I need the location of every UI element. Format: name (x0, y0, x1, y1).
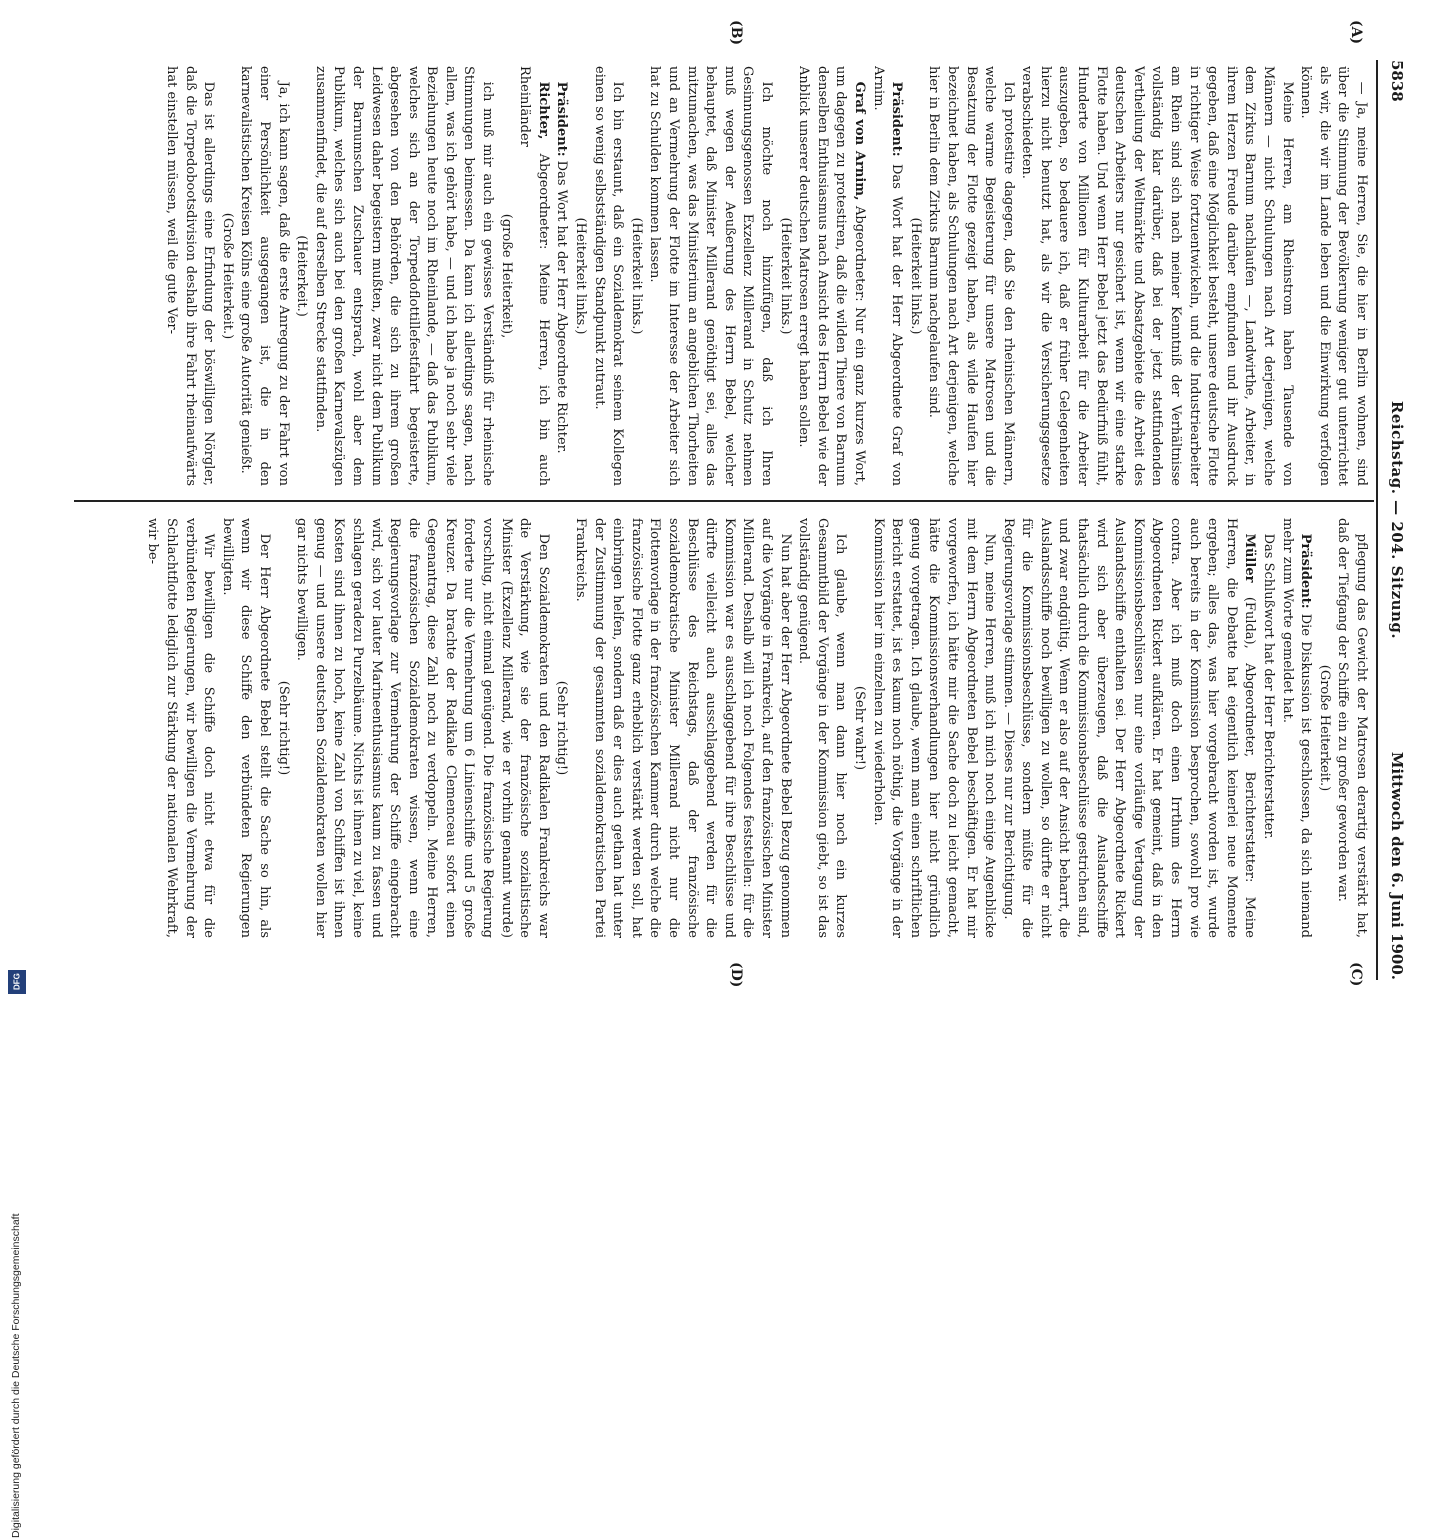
paragraph (998, 518, 1258, 938)
interjection: (Heiterkeit.) (294, 235, 310, 317)
paragraph: Den Sozialdemokraten und den Radikalen Frankreichs war die Verstärkung, wie sie der französische sozialistische Minister (Exzellenz Millerand, wie er vorhin genannt wurde) vorschlug, nicht einmal genügend. Die französische Regierung forderte nur die Vermehrung um 6 Linienschiffe und 5 große Kreuzer. Da brachte der Radikale Clemenceau sofort einen Gegenantrag, diese Zahl noch zu verdoppeln. Meine Herren, die französischen Sozialdemokraten wissen, wenn eine Regierungsvorlage zur Vermehrung der Schiffe eingebracht wird, sich vor lauter Marineenthusiasmus kaum zu fassen und schlagen geradezu Purzelbäume. Nichts ist ihnen zu viel, keine Kosten sind ihnen zu hoch, keine Zahl von Schiffen ist ihnen genug — und unsere deutschen Sozialdemokraten wollen hier gar nichts bewilligen. (294, 518, 551, 938)
page-number: 5838 (1388, 60, 1406, 102)
interjection: (Große Heiterkeit.) (219, 212, 235, 340)
interjection: (große Heiterkeit), (498, 213, 514, 339)
paragraph: Ich protestire dagegen, daß Sie den rheinischen Männern, welche warme Begeisterung für unsere Matrosen und die Besatzung der Flotte gezeigt haben, als wilde Haufen hier bezeichnet haben, als Schulungen nach Art derjenigen, welche hier in Berlin dem Zirkus Barnum nachgelaufen sind. (926, 66, 1016, 486)
paragraph: Das ist allerdings eine Erfindung der böswilligen Nörgler, daß die Torpedobootsdivision deshalb ihre Fahrt rheinaufwärts hat einstellen müssen, weil die gute Ver- (164, 66, 217, 486)
speech-text: Das Wort hat der Herr Abgeordnete Richter. (554, 156, 570, 454)
header-rule (1376, 60, 1378, 980)
margin-marker-b: (B) (728, 20, 744, 46)
paragraph: Ich bin erstaunt, daß ein Sozialdemokrat seinem Kollegen einen so wenig selbstständigen Standpunkt zutraut. (591, 66, 626, 486)
speaker-name: Präsident: (889, 81, 905, 157)
digitization-note (10, 430, 26, 1538)
paragraph: ich muß mir auch ein gewisses Verständniß für rheinische Stimmungen beimessen. Da kann ich allerdings sagen, nach allem, was ich gehört habe, — und ich habe ja noch sehr viele Beziehungen heute noch im Rheinlande, — daß das Publikum, welches sich an der Torpedoflottillefestfahrt begeisterte, abgesehen von den Behörden, die sich zu ihrem großen Leidwesen daher begeistern mußten, zwar nicht dem Publikum der Barnumschen Zuschauer entsprach, wohl aber dem Publikum, welches sich auch bei den großen Karnevalszügen zusammenfindet, die auf derselben Strecke stattfinden. (312, 66, 496, 486)
speech-text: (Fulda), Abgeordneter, Berichterstatter: Meine Herren, die Debatte hat eigentlich keinerlei neue Momente ergeben; alles das, was hier vorgebracht worden ist, wurde auch bereits in der Kommission besprochen, sowohl pro wie contra. Aber ich muß doch einen Irrthum des Herrn Abgeordneten Rickert aufklären. Er hat gemeint, daß in den Kommissionsbeschlüssen nur eine vorläufige Vertagung der Auslandsschiffe enthalten sei. Der Herr Abgeordnete Rickert wird sich aber überzeugen, daß die Auslandsschiffe thatsächlich durch die Kommissionsbeschlüsse gestrichen sind, und zwar endgültig. Wenn er also auf der Ansicht beharrt, die Auslandsschiffe noch bewilligen zu wollen, so dürfte er nicht für die Kommissionsbeschlüsse, sondern müßte für die Regierungsvorlage stimmen. — Dieses nur zur Berichtigung. (1000, 518, 1258, 938)
running-header (1380, 60, 1406, 980)
paragraph: pflegung das Gewicht der Matrosen derartig verstärkt hat, daß der Tiefgang der Schiffe ein zu großer geworden war. (1335, 518, 1369, 938)
paragraph (868, 66, 905, 486)
speaker-name: Graf von Arnim, (851, 81, 867, 201)
speaker-name: Präsident: (1298, 533, 1314, 609)
paragraph (515, 66, 552, 486)
dfg-logo: DFG (8, 970, 26, 994)
interjection: (Heiterkeit links.) (907, 217, 923, 335)
margin-marker-a: (A) (1348, 20, 1364, 45)
speech-text: Die Diskussion ist geschlossen, da sich niemand mehr zum Worte gemeldet hat. (1279, 518, 1314, 938)
paragraph (794, 66, 868, 486)
interjection: (Heiterkeit links.) (628, 217, 644, 335)
interjection: (Sehr wahr!) (851, 685, 867, 771)
right-text-column (80, 518, 1370, 938)
paragraph (1277, 518, 1314, 938)
interjection: (Heiterkeit links.) (777, 217, 793, 335)
paragraph: Nun hat aber der Herr Abgeordnete Bebel Bezug genommen auf die Vorgänge in Frankreich, auf den französischen Minister Millerand. Deshalb will ich noch Folgendes feststellen: für die Kommission war es ausschlaggebend für ihre Beschlüsse und dürfte vielleicht auch ausschlaggebend werden für die Beschlüsse des Reichstags, daß der französische sozialdemokratische Minister Millerand nicht nur die Flottenvorlage in der französischen Kammer durch welche die französische Flotte ganz erheblich verstärkt werden soll, hat einbringen helfen, sondern daß er dies auch gethan hat unter der Zustimmung der gesammten sozialdemokratischen Partei Frankreichs. (573, 518, 793, 938)
paragraph: Ich möchte noch hinzufügen, daß ich Ihren Gesinnungsgenossen Exzellenz Millerand in Schutz nehmen muß wegen der Aeußerung des Herrn Bebel, welcher behauptet, daß Minister Millerand genöthigt sei, alles das mitzumachen, was das Ministerium an angeblichen Thorheiten und an Vermehrung der Flotte im Interesse der Arbeiter sich hat zu Schulden kommen lassen. (647, 66, 774, 486)
speaker-name: Müller (1242, 533, 1258, 583)
margin-marker-d: (D) (728, 962, 744, 988)
paragraph: Wir bewilligen die Schiffe doch nicht etwa für die verbündeten Regierungen, wir bewilligen die Vermehrung der Schlachtflotte lediglich zur Stärkung der nationalen Wehrkraft, wir be- (145, 518, 217, 938)
running-title: Reichstag. — 204. Sitzung. (1388, 400, 1406, 640)
speaker-name: Präsident: (554, 81, 570, 157)
margin-marker-c: (C) (1348, 962, 1364, 987)
paragraph: Das Schlußwort hat der Herr Berichterstatter. (1261, 533, 1277, 840)
paragraph: Ja, ich kann sagen, daß die erste Anregung zu der Fahrt von einer Persönlichkeit ausgegangen ist, die in den karnevalistischen Kreisen Kölns eine große Autorität genießt. (238, 66, 291, 486)
interjection: (Sehr richtig!) (554, 680, 570, 776)
paragraph: Ich glaube, wenn man dann hier noch ein kurzes Gesammtbild der Vorgänge in der Kommission giebt, so ist das vollständig genügend. (796, 518, 849, 938)
interjection: (Große Heiterkeit.) (1316, 664, 1332, 792)
funding-credit: Digitalisierung gefördert durch die Deutsche Forschungsgemeinschaft (10, 1213, 22, 1538)
speech-text: Abgeordneter: Meine Herren, ich bin auch Rheinländer (517, 66, 551, 486)
paragraph: Nun, meine Herren, muß ich mich noch einige Augenblicke mit dem Herrn Abgeordneten Bebel beschäftigen. Er hat mir vorgeworfen, ich hätte mir die Sache doch zu leicht gemacht, hätte die Kommissionsverhandlungen hier nicht gründlich genug vorgetragen. Ich glaube, wenn man einen schriftlichen Bericht erstattet, ist es kaum noch nöthig, die Vorgänge in der Kommission hier im einzelnen zu wiederholen. (870, 518, 998, 938)
speech-text: Abgeordneter: Nur ein ganz kurzes Wort, um dagegen zu protestiren, daß die wilden Thiere von Barnum denselben Enthusiasmus nach Ansicht des Herrn Bebel wie der Anblick unserer deutschen Matrosen erregt haben sollen. (796, 66, 867, 486)
column-divider (74, 500, 1374, 502)
speaker-name: Richter, (535, 81, 551, 140)
paragraph: Meine Herren, am Rheinstrom haben Tausende von Männern — nicht Schulungen nach Art derjenigen, welche dem Zirkus Barnum nachlaufen —, Landwirthe, Arbeiter, in ihrem Herzen Freude darüber empfunden und ihr Ausdruck gegeben, daß eine Möglichkeit besteht, unsere deutsche Flotte in richtiger Weise fortzuentwickeln, und die Industriearbeiter am Rhein sind sich nach meiner Kenntniß der Verhältnisse vollständig klar darüber, daß bei der jetzt stattfindenden Vertheilung der Weltmärkte und Absatzgebiete die Arbeit des deutschen Arbeiters nur gesichert ist, wenn wir eine starke Flotte haben. Und wenn Herr Bebel jetzt das Bedürfniß fühlt, Hunderte von Millionen für Kulturarbeit für die Arbeiter auszugeben, so bedauere ich, daß er früher Gelegenheiten hierzu nicht benutzt hat, als wir die Versicherungsgesetze verabschiedeten. (1019, 66, 1295, 486)
left-text-column (80, 66, 1370, 486)
interjection: (Sehr richtig!) (275, 680, 291, 776)
interjection: (Heiterkeit links.) (573, 217, 589, 335)
paragraph: — Ja, meine Herren, Sie, die hier in Berlin wohnen, sind über die Stimmung der Bevölkerung weniger gut unterrichtet als wir, die wir im Lande leben und die Einwirkung verfolgen können. (1298, 66, 1369, 486)
paragraph: Der Herr Abgeordnete Bebel stellt die Sache so hin, als wenn wir diese Schiffe den verbündeten Regierungen bewilligten. (219, 518, 272, 938)
speech-text: Das Wort hat der Herr Abgeordnete Graf von Arnim. (870, 66, 905, 486)
session-date: Mittwoch den 6. Juni 1900. (1388, 751, 1406, 980)
paragraph (552, 66, 571, 486)
